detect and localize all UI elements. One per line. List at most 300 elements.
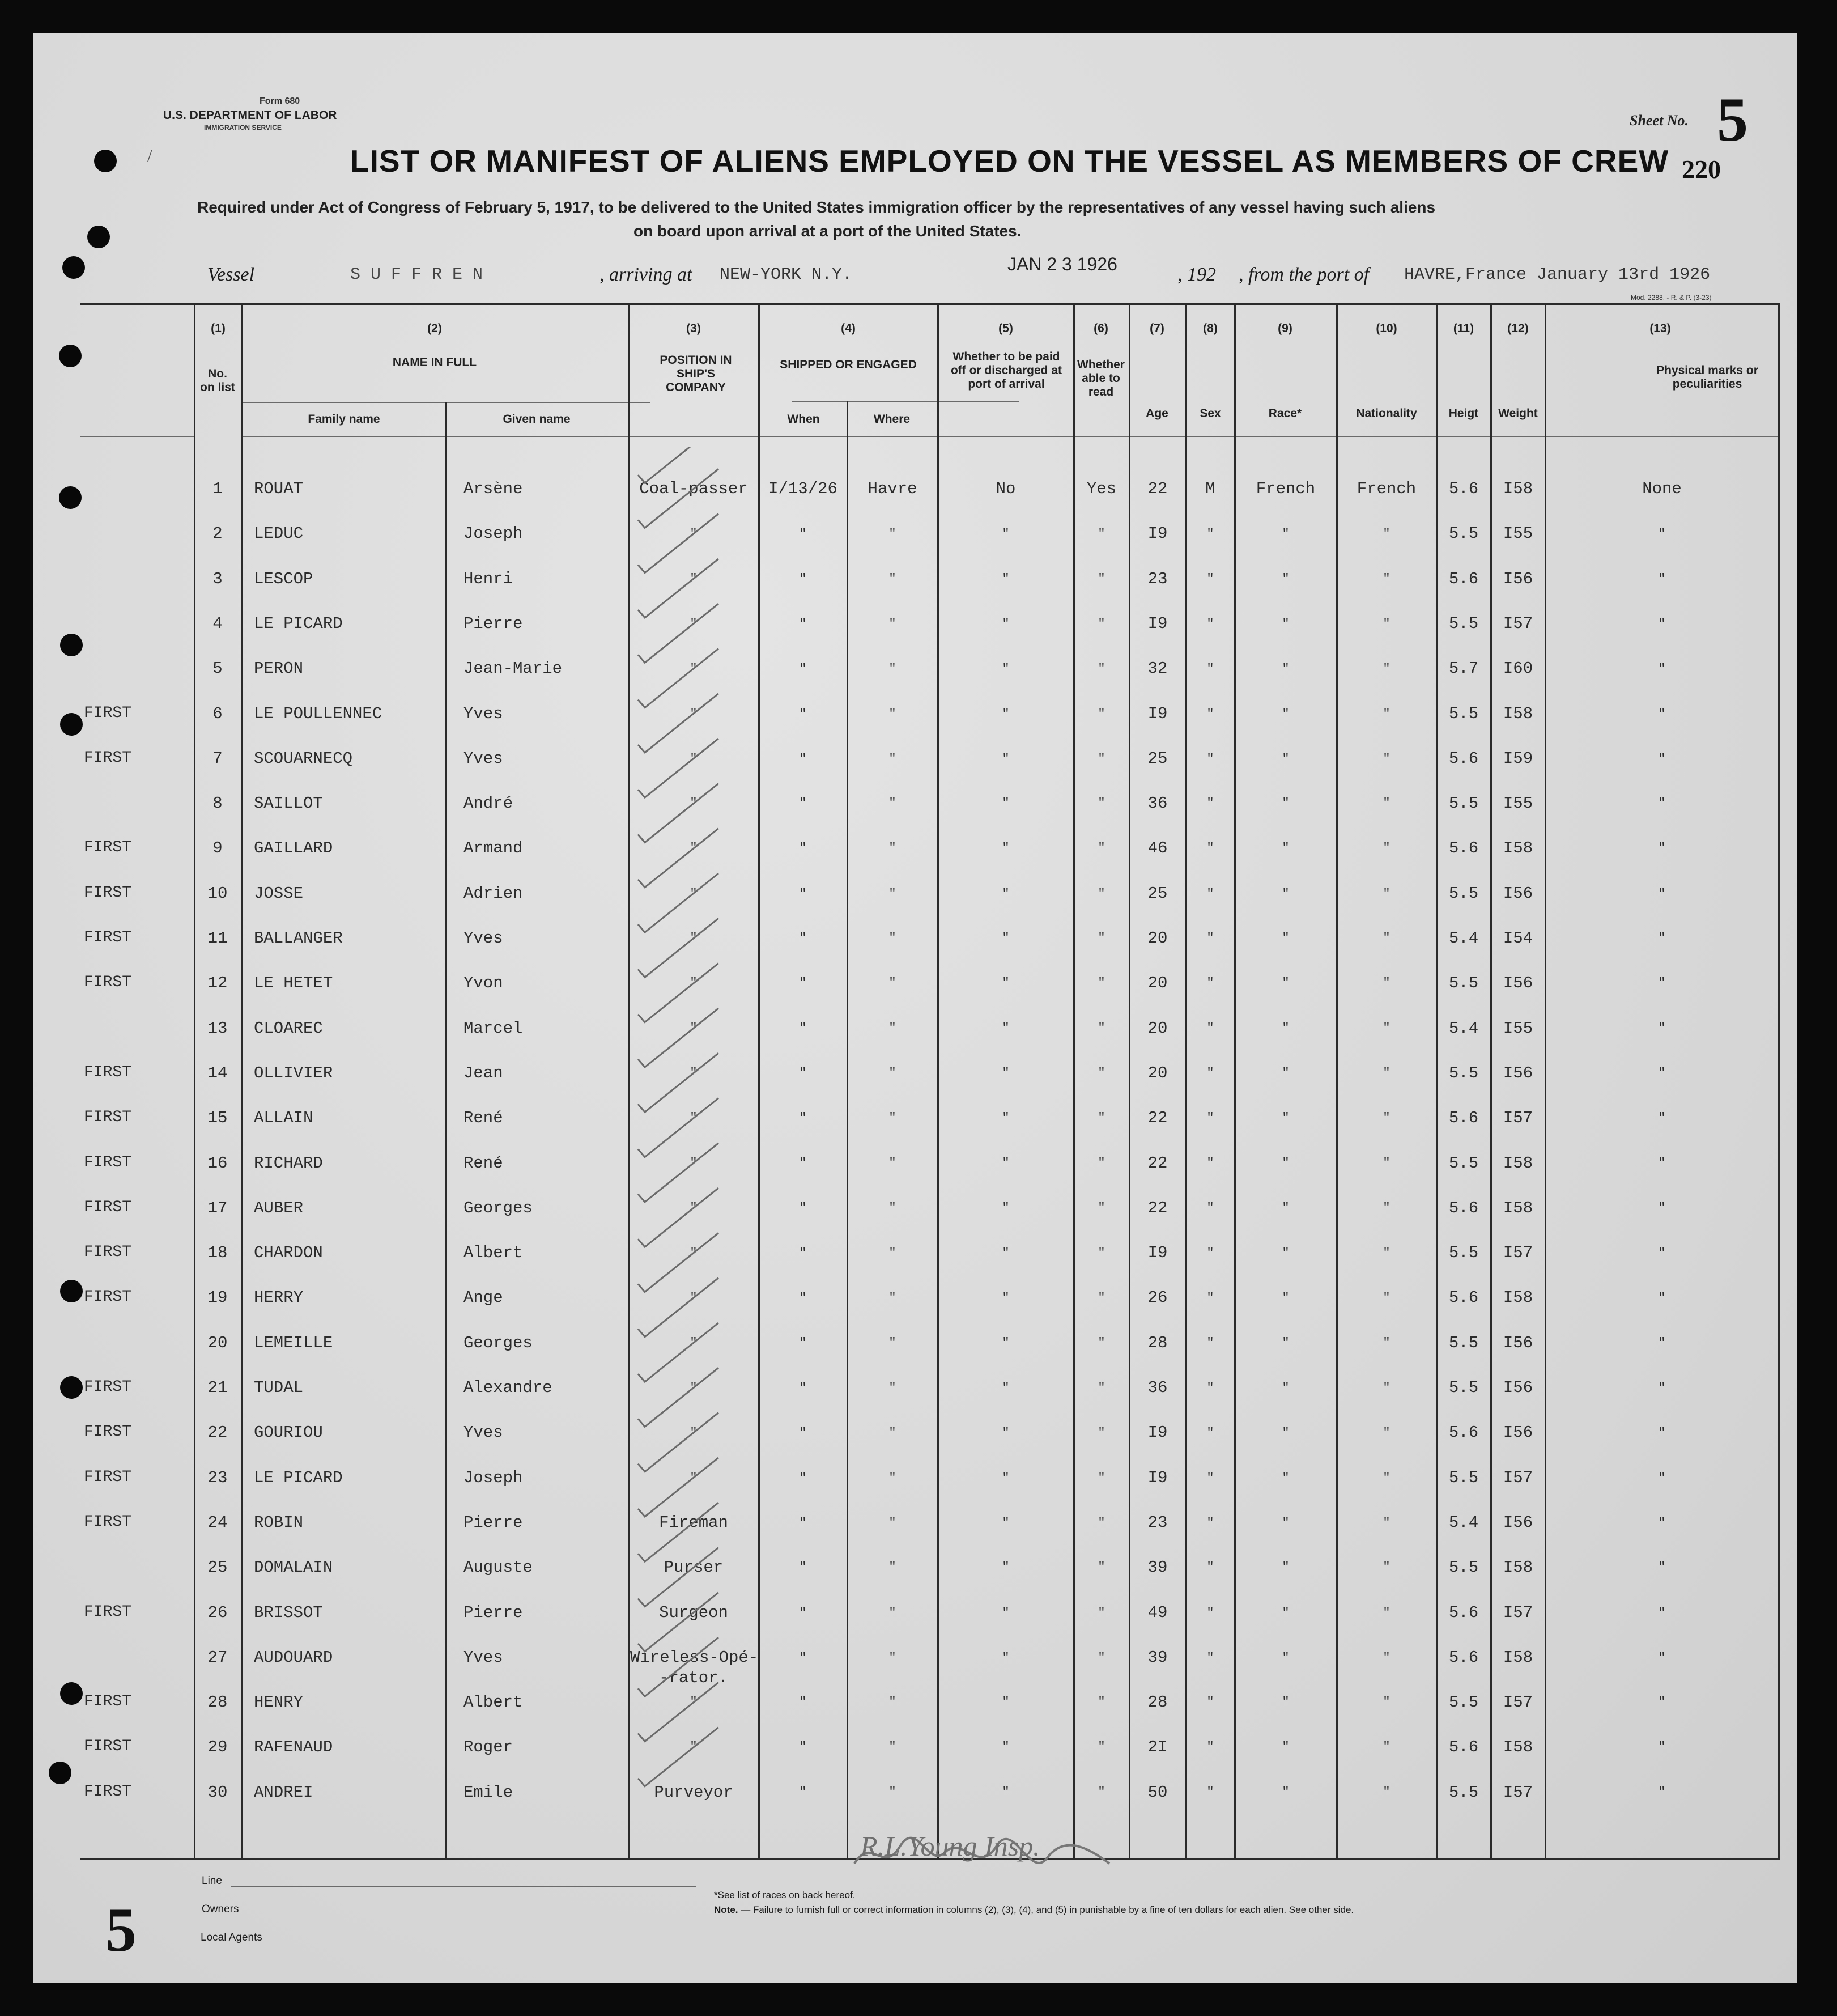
nationality-cell: " (1383, 1515, 1390, 1530)
race-cell: " (1282, 1605, 1290, 1620)
shipped-where-cell: " (888, 1470, 896, 1485)
physical-marks-cell: " (1658, 1335, 1666, 1350)
given-name-cell: Georges (463, 1198, 533, 1217)
header-bottom-rule (243, 436, 1778, 437)
list-number-cell: 5 (212, 659, 223, 678)
first-mark-cell: FIRST (84, 1738, 132, 1756)
paid-off-cell: " (1002, 1291, 1010, 1305)
list-number-cell: 24 (207, 1513, 228, 1532)
position-cell: " (690, 1740, 698, 1755)
weight-cell: I57 (1503, 1468, 1533, 1487)
shipped-where-cell: " (888, 1246, 896, 1260)
weight-cell: I56 (1503, 1063, 1533, 1083)
list-number-cell: 12 (207, 974, 228, 993)
height-cell: 5.4 (1448, 1018, 1479, 1038)
able-to-read-cell: " (1098, 1470, 1105, 1485)
position-cell: " (690, 1200, 698, 1215)
position-cell: " (690, 1470, 698, 1485)
first-mark-cell: FIRST (84, 1468, 132, 1486)
nationality-cell: " (1383, 1695, 1390, 1710)
given-name-cell: Ange (463, 1288, 503, 1308)
list-number-cell: 23 (207, 1468, 228, 1487)
paid-off-cell: " (1002, 1470, 1010, 1485)
physical-marks-cell: " (1658, 527, 1666, 541)
family-name-cell: JOSSE (254, 884, 304, 903)
given-name-cell: Henri (463, 569, 513, 588)
sex-cell: " (1206, 1111, 1214, 1126)
note-text: — Failure to furnish full or correct information in columns (2), (3), (4), and (5) in punishable by a fine of ten dollars for each alien. See other side. (741, 1904, 1354, 1915)
age-cell: 28 (1147, 1693, 1168, 1712)
given-name-cell: Jean (463, 1063, 503, 1083)
margin-mark: / (147, 145, 152, 165)
age-cell: 39 (1147, 1558, 1168, 1577)
family-name-cell: LE POULLENNEC (254, 704, 382, 723)
first-mark-cell: FIRST (84, 974, 132, 992)
nationality-cell: " (1383, 706, 1390, 721)
col-header-race: Race* (1268, 407, 1302, 420)
year-label: , 192 (1177, 264, 1216, 285)
able-to-read-cell: " (1098, 1785, 1105, 1799)
family-name-cell: RICHARD (254, 1153, 323, 1173)
col-divider (1778, 305, 1780, 1858)
height-cell: 5.5 (1448, 1468, 1479, 1487)
weight-cell: I58 (1503, 1738, 1533, 1757)
fine-note (714, 1904, 1354, 1916)
family-name-cell: SCOUARNECQ (254, 749, 353, 768)
col-divider (1185, 305, 1187, 1858)
shipped-when-cell: " (799, 661, 807, 676)
age-cell: 25 (1147, 749, 1168, 768)
family-name-cell: CHARDON (254, 1243, 323, 1263)
col-divider (1073, 305, 1075, 1858)
paid-off-cell: " (1002, 706, 1010, 721)
race-cell: " (1282, 1291, 1290, 1305)
nationality-cell: " (1383, 1605, 1390, 1620)
shipped-when-cell: " (799, 1021, 807, 1035)
col-divider (758, 305, 760, 1858)
sex-cell: " (1206, 1246, 1214, 1260)
first-mark-cell: FIRST (84, 1288, 132, 1306)
list-number-cell: 19 (207, 1288, 228, 1308)
punch-hole (94, 150, 117, 172)
height-cell: 5.5 (1448, 1063, 1479, 1083)
sex-cell: " (1206, 1291, 1214, 1305)
sex-cell: " (1206, 841, 1214, 856)
paid-off-cell: " (1002, 1335, 1010, 1350)
shipped-where-cell: " (888, 1111, 896, 1126)
sex-cell: M (1205, 479, 1215, 498)
height-cell: 5.7 (1448, 659, 1479, 678)
height-cell: 5.6 (1448, 479, 1479, 498)
given-name-cell: Yves (463, 1423, 503, 1442)
list-number-cell: 4 (212, 614, 223, 633)
col-9-number: (9) (1278, 322, 1292, 335)
shipped-where-cell: " (888, 1291, 896, 1305)
family-name-cell: OLLIVIER (254, 1063, 333, 1083)
list-number-cell: 20 (207, 1333, 228, 1352)
given-name-cell: Albert (463, 1243, 523, 1263)
punch-hole (87, 226, 110, 248)
arrival-port: NEW-YORK N.Y. (720, 265, 853, 285)
sex-cell: " (1206, 1066, 1214, 1080)
shipped-when-cell: " (799, 527, 807, 541)
note-label: Note. (714, 1904, 738, 1915)
list-number-cell: 14 (207, 1063, 228, 1083)
race-cell: " (1282, 1246, 1290, 1260)
nationality-cell: " (1383, 886, 1390, 901)
shipped-where-cell: " (888, 931, 896, 945)
paid-off-cell: " (1002, 1246, 1010, 1260)
family-name-cell: LE HETET (254, 974, 333, 993)
paid-off-cell: " (1002, 931, 1010, 945)
weight-cell: I57 (1503, 614, 1533, 633)
able-to-read-cell: " (1098, 1605, 1105, 1620)
race-cell: " (1282, 1515, 1290, 1530)
nationality-cell: " (1383, 1560, 1390, 1575)
able-to-read-cell: " (1098, 1425, 1105, 1440)
inspector-signature: R.L.Young Insp. (860, 1830, 1040, 1862)
race-cell: " (1282, 1335, 1290, 1350)
age-cell: 49 (1147, 1603, 1168, 1622)
height-cell: 5.5 (1448, 704, 1479, 723)
shipped-when-cell: " (799, 796, 807, 811)
shipped-where-cell: " (888, 1740, 896, 1755)
col-4-number: (4) (841, 322, 856, 335)
given-name-cell: Yvon (463, 974, 503, 993)
position-cell: Purveyor (654, 1782, 733, 1802)
physical-marks-cell: " (1658, 1515, 1666, 1530)
race-cell: " (1282, 796, 1290, 811)
family-name-cell: ALLAIN (254, 1109, 313, 1128)
able-to-read-cell: " (1098, 931, 1105, 945)
shipped-when-cell: I/13/26 (768, 479, 837, 498)
shipped-where-cell: " (888, 1200, 896, 1215)
given-name-cell: Yves (463, 749, 503, 768)
family-name-cell: RAFENAUD (254, 1738, 333, 1757)
position-cell: " (690, 1381, 698, 1395)
able-to-read-cell: " (1098, 1111, 1105, 1126)
physical-marks-cell: " (1658, 571, 1666, 586)
weight-cell: I56 (1503, 1423, 1533, 1442)
paid-off-cell: " (1002, 1156, 1010, 1170)
race-cell: " (1282, 1066, 1290, 1080)
paid-off-cell: " (1002, 1740, 1010, 1755)
nationality-cell: " (1383, 1335, 1390, 1350)
shipped-where-cell: " (888, 1156, 896, 1170)
age-cell: 32 (1147, 659, 1168, 678)
paid-off-cell: " (1002, 976, 1010, 991)
position-cell: " (690, 1695, 698, 1710)
able-to-read-cell: " (1098, 1335, 1105, 1350)
nationality-cell: " (1383, 1200, 1390, 1215)
age-cell: 22 (1147, 479, 1168, 498)
family-name-cell: LE PICARD (254, 1468, 343, 1487)
departure-port-date: HAVRE,France January 13rd 1926 (1404, 265, 1711, 285)
position-cell: " (690, 1066, 698, 1080)
sex-cell: " (1206, 616, 1214, 631)
given-name-cell: Yves (463, 1648, 503, 1667)
weight-cell: I56 (1503, 884, 1533, 903)
physical-marks-cell: " (1658, 1246, 1666, 1260)
sex-cell: " (1206, 1695, 1214, 1710)
shipped-where-cell: " (888, 751, 896, 766)
shipped-when-cell: " (799, 1066, 807, 1080)
col-header-age: Age (1146, 407, 1168, 420)
list-number-cell: 8 (212, 794, 223, 813)
check-mark (638, 447, 718, 483)
sex-cell: " (1206, 1515, 1214, 1530)
race-cell: " (1282, 751, 1290, 766)
col-10-number: (10) (1376, 322, 1397, 335)
shipped-when-cell: " (799, 1291, 807, 1305)
race-cell: " (1282, 1740, 1290, 1755)
mod-note: Mod. 2288. - R. & P. (3-23) (1631, 294, 1712, 302)
paid-off-cell: " (1002, 1066, 1010, 1080)
col-divider (1436, 305, 1438, 1858)
shipped-where-cell: " (888, 976, 896, 991)
first-mark-cell: FIRST (84, 749, 132, 767)
subtitle-line-2: on board upon arrival at a port of the United States. (633, 222, 1022, 240)
shipped-when-cell: " (799, 1156, 807, 1170)
family-name-cell: BALLANGER (254, 929, 343, 948)
list-number-cell: 10 (207, 884, 228, 903)
punch-hole (62, 256, 85, 279)
from-port-label: , from the port of (1239, 264, 1370, 285)
race-cell: " (1282, 616, 1290, 631)
list-number-cell: 18 (207, 1243, 228, 1263)
shipped-where-cell: " (888, 1066, 896, 1080)
nationality-cell: " (1383, 751, 1390, 766)
sex-cell: " (1206, 706, 1214, 721)
nationality-cell: " (1383, 1246, 1390, 1260)
shipped-where-cell: " (888, 1515, 896, 1530)
weight-cell: I58 (1503, 1153, 1533, 1173)
physical-marks-cell: " (1658, 1156, 1666, 1170)
first-mark-cell: FIRST (84, 884, 132, 902)
col-6-number: (6) (1094, 322, 1108, 335)
race-cell: French (1256, 479, 1316, 498)
form-number: Form 680 (260, 96, 300, 106)
shipped-where-cell: " (888, 706, 896, 721)
weight-cell: I58 (1503, 479, 1533, 498)
paid-off-cell: " (1002, 796, 1010, 811)
weight-cell: I58 (1503, 1558, 1533, 1577)
given-name-cell: René (463, 1153, 503, 1173)
col-11-number: (11) (1453, 322, 1474, 335)
vessel-label: Vessel (207, 264, 255, 285)
age-cell: I9 (1147, 614, 1168, 633)
shipped-when-cell: " (799, 1381, 807, 1395)
position-cell: " (690, 1111, 698, 1126)
nationality-cell: " (1383, 1291, 1390, 1305)
list-number-cell: 28 (207, 1693, 228, 1712)
family-name-cell: CLOAREC (254, 1018, 323, 1038)
sex-cell: " (1206, 886, 1214, 901)
header-rule (80, 436, 194, 437)
given-name-cell: Pierre (463, 614, 523, 633)
race-cell: " (1282, 1560, 1290, 1575)
shipped-where-cell: " (888, 796, 896, 811)
race-cell: " (1282, 1021, 1290, 1035)
able-to-read-cell: " (1098, 841, 1105, 856)
height-cell: 5.5 (1448, 1243, 1479, 1263)
col-header-physical-marks: Physical marks or peculiarities (1656, 364, 1758, 391)
given-name-cell: Yves (463, 929, 503, 948)
name-subheader-rule (243, 402, 650, 403)
given-name-cell: Arsène (463, 479, 523, 498)
physical-marks-cell: " (1658, 1111, 1666, 1126)
nationality-cell: " (1383, 1021, 1390, 1035)
col-header-when: When (787, 413, 820, 426)
height-cell: 5.5 (1448, 1333, 1479, 1352)
age-cell: 22 (1147, 1198, 1168, 1217)
col-header-sex: Sex (1200, 407, 1221, 420)
position-cell: Coal-passer (639, 479, 748, 498)
col-divider (1490, 305, 1492, 1858)
weight-cell: I56 (1503, 569, 1533, 588)
shipped-where-cell: Havre (868, 479, 917, 498)
age-cell: 20 (1147, 974, 1168, 993)
race-cell: " (1282, 931, 1290, 945)
paid-off-cell: " (1002, 1021, 1010, 1035)
able-to-read-cell: " (1098, 976, 1105, 991)
sex-cell: " (1206, 661, 1214, 676)
shipped-where-cell: " (888, 1021, 896, 1035)
position-cell: " (690, 1425, 698, 1440)
physical-marks-cell: " (1658, 1650, 1666, 1665)
nationality-cell: " (1383, 1111, 1390, 1126)
age-cell: I9 (1147, 1423, 1168, 1442)
nationality-cell: " (1383, 661, 1390, 676)
position-cell: " (690, 841, 698, 856)
position-cell: " (690, 931, 698, 945)
physical-marks-cell: " (1658, 1695, 1666, 1710)
position-cell: Fireman (659, 1513, 728, 1532)
height-cell: 5.5 (1448, 1693, 1479, 1712)
sex-cell: " (1206, 751, 1214, 766)
family-name-cell: HERRY (254, 1288, 304, 1308)
position-cell: " (690, 706, 698, 721)
col-divider (847, 401, 848, 1858)
height-cell: 5.6 (1448, 1648, 1479, 1667)
given-name-cell: Marcel (463, 1018, 523, 1038)
list-number-cell: 3 (212, 569, 223, 588)
shipped-when-cell: " (799, 1785, 807, 1799)
first-mark-cell: FIRST (84, 839, 132, 857)
shipped-when-cell: " (799, 571, 807, 586)
able-to-read-cell: " (1098, 796, 1105, 811)
line-label: Line (202, 1875, 222, 1887)
able-to-read-cell: " (1098, 751, 1105, 766)
able-to-read-cell: " (1098, 1156, 1105, 1170)
race-footnote: *See list of races on back hereof. (714, 1890, 856, 1900)
paid-off-cell: " (1002, 1515, 1010, 1530)
list-number-cell: 27 (207, 1648, 228, 1667)
sex-cell: " (1206, 527, 1214, 541)
family-name-cell: AUDOUARD (254, 1648, 333, 1667)
race-cell: " (1282, 841, 1290, 856)
shipped-when-cell: " (799, 1335, 807, 1350)
able-to-read-cell: " (1098, 1381, 1105, 1395)
first-mark-cell: FIRST (84, 1109, 132, 1127)
height-cell: 5.6 (1448, 1109, 1479, 1128)
physical-marks-cell: " (1658, 1291, 1666, 1305)
punch-hole (60, 713, 83, 736)
race-cell: " (1282, 886, 1290, 901)
nationality-cell: " (1383, 1785, 1390, 1799)
given-name-cell: Emile (463, 1782, 513, 1802)
nationality-cell: " (1383, 1650, 1390, 1665)
paid-off-cell: " (1002, 527, 1010, 541)
list-number-cell: 9 (212, 839, 223, 858)
family-name-cell: ROBIN (254, 1513, 304, 1532)
age-cell: 28 (1147, 1333, 1168, 1352)
height-cell: 5.5 (1448, 614, 1479, 633)
physical-marks-cell: " (1658, 1560, 1666, 1575)
position-cell: " (690, 1291, 698, 1305)
height-cell: 5.5 (1448, 1558, 1479, 1577)
height-cell: 5.5 (1448, 974, 1479, 993)
height-cell: 5.5 (1448, 524, 1479, 544)
col-12-number: (12) (1507, 322, 1529, 335)
able-to-read-cell: " (1098, 886, 1105, 901)
arriving-label: , arriving at (599, 264, 692, 285)
col-divider (194, 305, 195, 1858)
sex-cell: " (1206, 1740, 1214, 1755)
family-name-cell: BRISSOT (254, 1603, 323, 1622)
race-cell: " (1282, 1381, 1290, 1395)
nationality-cell: French (1357, 479, 1417, 498)
list-number-cell: 6 (212, 704, 223, 723)
race-cell: " (1282, 1650, 1290, 1665)
paid-off-cell: " (1002, 1381, 1010, 1395)
col-1-number: (1) (211, 322, 226, 335)
list-number-cell: 1 (212, 479, 223, 498)
nationality-cell: " (1383, 841, 1390, 856)
weight-cell: I58 (1503, 1288, 1533, 1308)
family-name-cell: LEMEILLE (254, 1333, 333, 1352)
weight-cell: I58 (1503, 1648, 1533, 1667)
paid-off-cell: " (1002, 1605, 1010, 1620)
weight-cell: I54 (1503, 929, 1533, 948)
race-cell: " (1282, 1425, 1290, 1440)
col-divider (937, 305, 939, 1858)
first-mark-cell: FIRST (84, 1153, 132, 1172)
sex-cell: " (1206, 1605, 1214, 1620)
first-mark-cell: FIRST (84, 1378, 132, 1396)
height-cell: 5.5 (1448, 1782, 1479, 1802)
age-cell: 22 (1147, 1153, 1168, 1173)
shipped-when-cell: " (799, 1605, 807, 1620)
height-cell: 5.4 (1448, 1513, 1479, 1532)
shipped-when-cell: " (799, 1470, 807, 1485)
list-number-cell: 25 (207, 1558, 228, 1577)
punch-hole (49, 1762, 71, 1784)
punch-hole (60, 1682, 83, 1705)
paid-off-cell: " (1002, 886, 1010, 901)
family-name-cell: ANDREI (254, 1782, 313, 1802)
col-divider (445, 402, 447, 1858)
age-cell: 26 (1147, 1288, 1168, 1308)
first-mark-cell: FIRST (84, 1782, 132, 1801)
sex-cell: " (1206, 1650, 1214, 1665)
shipped-where-cell: " (888, 886, 896, 901)
first-mark-cell: FIRST (84, 1063, 132, 1081)
first-mark-cell: FIRST (84, 1603, 132, 1621)
given-name-cell: Auguste (463, 1558, 533, 1577)
first-mark-cell: FIRST (84, 1423, 132, 1441)
race-cell: " (1282, 976, 1290, 991)
